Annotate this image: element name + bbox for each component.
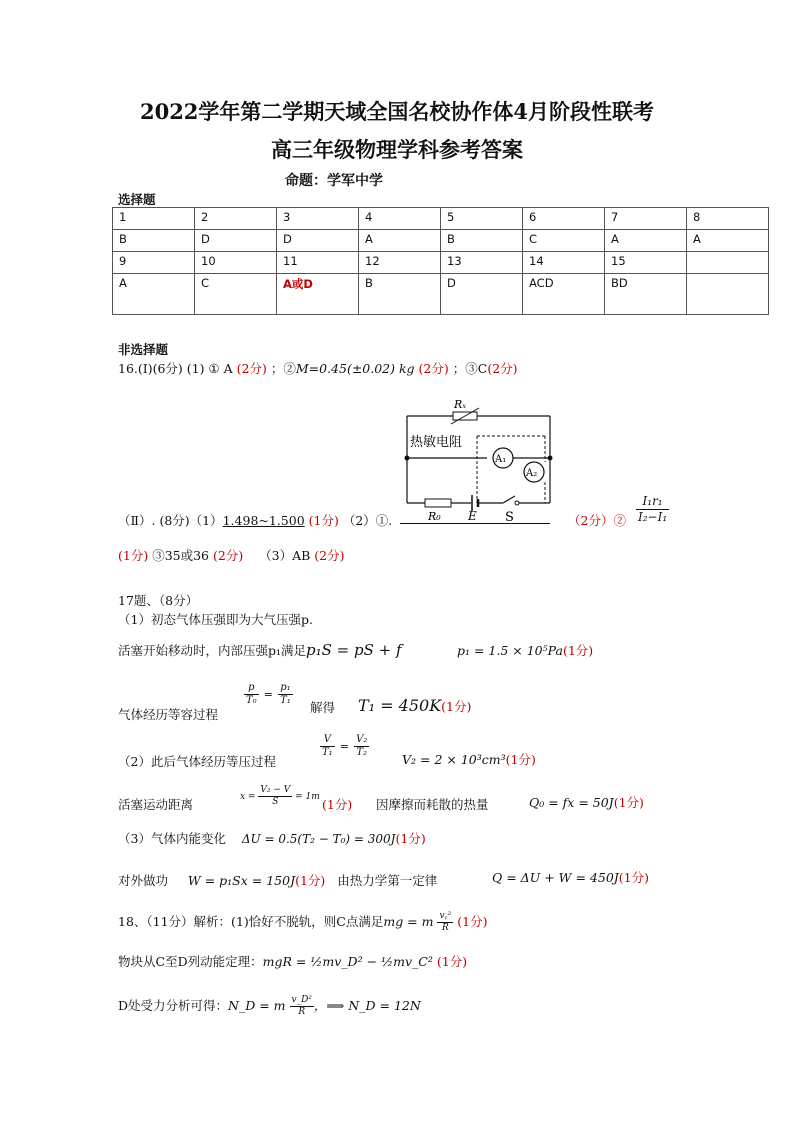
frac-numerator: p₁	[278, 682, 293, 695]
q17-l5-x: x =	[240, 792, 256, 802]
table-cell: 2	[195, 208, 277, 230]
table-cell: 1	[113, 208, 195, 230]
q17-line5-q	[529, 793, 644, 811]
q17-l7-b: 由热力学第一定律	[337, 873, 438, 888]
frac-denominator: T₁	[322, 747, 333, 758]
table-cell: 6	[523, 208, 605, 230]
score: (2分)	[314, 548, 345, 563]
table-cell: 15	[605, 252, 687, 274]
table-cell: A	[687, 230, 769, 252]
table-cell: B	[441, 230, 523, 252]
q18-l1-text: 18、（11分）解析：(1)恰好不脱轨，则C点满足	[118, 914, 384, 929]
score: (2分)	[487, 361, 518, 376]
frac-denominator: I₂−I₁	[638, 510, 668, 524]
frac-denominator: T₁	[280, 695, 291, 706]
q17-line5-score	[322, 795, 352, 813]
score: (1分)	[505, 752, 536, 767]
score: (1分)	[118, 548, 149, 563]
score: (1分)	[613, 795, 644, 810]
score: (1分)	[436, 954, 468, 969]
q18-line3	[118, 995, 421, 1018]
voltage-range: 1.498~1.500	[222, 513, 305, 528]
q18-l1-eq: mg = m	[383, 914, 434, 929]
q17-line2-result	[457, 641, 593, 659]
frac-denominator: T₀	[246, 695, 257, 706]
table-cell: A	[605, 230, 687, 252]
table-cell: D	[277, 230, 359, 252]
q17-l2-res: p₁ = 1.5 × 10⁵Pa	[457, 643, 563, 658]
q17-line4-result	[402, 750, 536, 768]
switch-icon	[503, 496, 515, 503]
table-cell: B	[359, 274, 441, 315]
frac-denominator: R	[298, 1007, 306, 1017]
q18-l3-eq2: ，⟹ N_D = 12N	[313, 998, 421, 1013]
frac-denominator: R	[441, 923, 449, 933]
table-cell: 3	[277, 208, 359, 230]
table-cell: 7	[605, 208, 687, 230]
q17-l4-res: V₂ = 2 × 10³cm³	[402, 752, 506, 767]
q17-l7-text: 对外做功	[118, 873, 169, 888]
answer-underline	[400, 523, 550, 524]
score: (1分)	[395, 831, 426, 846]
r0-label: R₀	[428, 510, 441, 523]
q17-line6	[118, 829, 426, 847]
sep: ；②	[270, 361, 296, 376]
table-cell: A	[359, 230, 441, 252]
q17-line3-eq: $\frac{p}{\text{T₀}}$ = $\frac{\text{p₁}}{\text{T₁}}$	[246, 682, 291, 706]
q17-l3-res: T₁ = 450K	[358, 696, 442, 715]
table-cell: 14	[523, 252, 605, 274]
a2-label: A₂	[526, 468, 538, 479]
title-line-1: 2022学年第二学期天域全国名校协作体4月阶段性联考	[139, 99, 655, 124]
score: (2分)	[236, 361, 267, 376]
table-cell: 13	[441, 252, 523, 274]
resistance-fraction	[636, 494, 669, 525]
table-cell: 8	[687, 208, 769, 230]
table-cell	[687, 252, 769, 274]
q17-line5-eq	[240, 785, 320, 808]
q16-part3-text: ③35或36	[152, 548, 210, 563]
q17-line1: （1）初态气体压强即为大气压强p.	[118, 612, 313, 627]
q17-line5-b: 因摩擦而耗散的热量	[376, 797, 489, 812]
frac-numerator: v_D²	[291, 995, 312, 1005]
table-cell: C	[195, 274, 277, 315]
q17-l2-eq: p₁S = pS + f	[306, 641, 402, 659]
q17-line7	[118, 871, 437, 889]
table-cell: 4	[359, 208, 441, 230]
score: (1分)	[562, 643, 594, 658]
circuit-diagram	[395, 396, 560, 526]
author-line: 命题：学军中学	[285, 173, 383, 189]
q17-l6-text: （3）气体内能变化	[118, 831, 226, 846]
frac-numerator: p	[244, 682, 259, 695]
table-cell: B	[113, 230, 195, 252]
q17-heading: 17题、（8分）	[118, 593, 199, 608]
emf-label: E	[468, 509, 477, 523]
q17-l7-eq: W = p₁Sx = 150J	[187, 873, 296, 888]
mass-expression: M=0.45(±0.02) kg	[295, 361, 415, 376]
q18-l3-eq: N_D = m	[228, 998, 286, 1013]
table-cell: D	[195, 230, 277, 252]
a1-label: A₁	[495, 454, 507, 465]
frac-numerator: V₂	[356, 734, 368, 745]
q17-line3-text: 气体经历等容过程	[118, 707, 219, 722]
q16-part2-b: （2）①.	[342, 513, 393, 528]
q16-part3	[118, 546, 345, 564]
score: (1分)	[441, 699, 472, 714]
q17-line4-eq: $\frac{V}{\text{T₁}}$ = $\frac{\text{V₂}}{\text{T₂}}$	[322, 734, 368, 758]
frac-numerator: V₂ − V	[260, 785, 291, 795]
frac-numerator: V	[320, 734, 335, 747]
nonmc-heading: 非选择题	[118, 342, 169, 357]
q17-line4-text: （2）此后气体经历等压过程	[118, 754, 276, 769]
score: (1分)	[295, 873, 326, 888]
q18-line2	[118, 952, 467, 970]
q18-l2-text: 物块从C至D列动能定理：	[118, 954, 263, 969]
q17-line7-eq2	[492, 868, 649, 886]
frac-numerator: v꜀²	[439, 911, 452, 921]
table-cell: BD	[605, 274, 687, 315]
q16-part2-head: （Ⅱ）. (8分)（1）	[118, 513, 223, 528]
q17-l7-eq2: Q = ΔU + W = 450J	[492, 870, 619, 885]
q17-l5-r: = 1m	[295, 792, 320, 802]
q17-l5-q: Q₀ = fx = 50J	[529, 795, 614, 810]
table-cell: D	[441, 274, 523, 315]
q16-part2	[118, 511, 392, 529]
score: (1分)	[308, 513, 339, 528]
score: (2分)	[213, 548, 244, 563]
q17-line3-solve: 解得	[310, 700, 336, 715]
table-cell: 9	[113, 252, 195, 274]
q16-part4-text: （3）AB	[259, 548, 311, 563]
title-line-2: 高三年级物理学科参考答案	[271, 137, 523, 162]
table-cell: 10	[195, 252, 277, 274]
mc-answer-table	[112, 207, 769, 315]
q17-line5-text: 活塞运动距离	[118, 797, 194, 812]
mc-heading: 选择题	[118, 192, 156, 207]
switch-label: S	[505, 510, 514, 525]
q17-l6-eq: ΔU = 0.5(T₂ − T₀) = 300J	[241, 832, 396, 846]
score: (1分)	[618, 870, 650, 885]
score: （2分）②	[568, 513, 626, 528]
thermistor-label: 热敏电阻	[410, 435, 463, 450]
table-cell: C	[523, 230, 605, 252]
frac-numerator: I₁r₁	[636, 494, 669, 510]
q16-part1-text: 16.(I)(6分) (1) ① A	[118, 361, 233, 376]
q18-l2-eq: mgR = ½mv_D² − ½mv_C²	[262, 954, 433, 969]
q16-part1	[118, 359, 518, 377]
table-cell: 5	[441, 208, 523, 230]
sep: ；③C	[452, 361, 488, 376]
frac-denominator: S	[272, 797, 279, 807]
table-cell-highlighted: A或D	[277, 274, 359, 315]
table-cell	[687, 274, 769, 315]
score: (1分)	[322, 797, 353, 812]
r0-resistor	[425, 499, 451, 507]
table-cell: A	[113, 274, 195, 315]
frac-denominator: T₂	[356, 747, 368, 758]
score: (2分)	[418, 361, 449, 376]
q18-line1	[118, 911, 487, 934]
table-cell: 12	[359, 252, 441, 274]
q17-l2-text: 活塞开始移动时，内部压强p₁满足	[118, 643, 307, 658]
q17-line3-result	[358, 696, 471, 715]
q17-line2	[118, 641, 402, 659]
table-cell: ACD	[523, 274, 605, 315]
q18-l3-text: D处受力分析可得：	[118, 998, 229, 1013]
q16-part2-c	[568, 511, 626, 529]
table-cell: 11	[277, 252, 359, 274]
rx-label: Rₓ	[454, 398, 467, 411]
score: (1分)	[457, 914, 488, 929]
